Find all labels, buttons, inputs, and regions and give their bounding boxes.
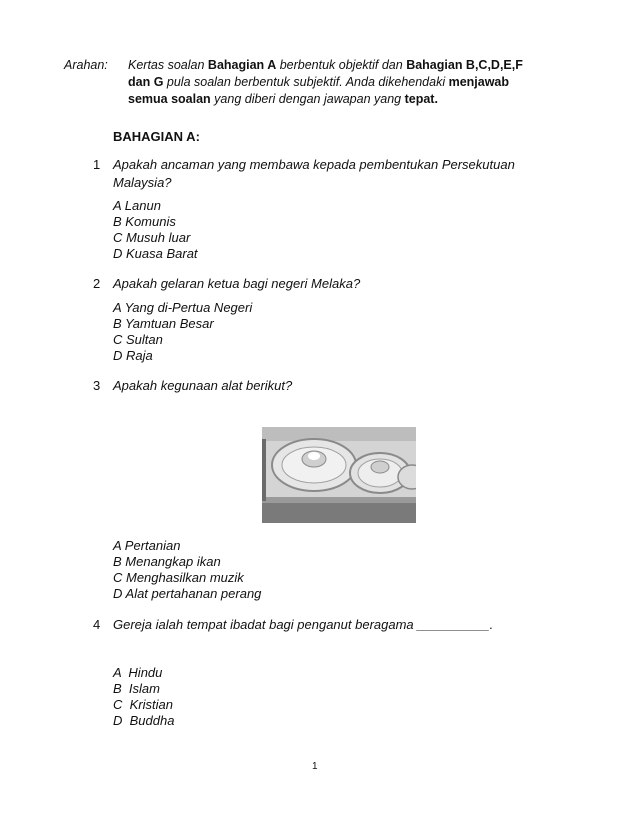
options-3 [113, 538, 261, 602]
instr-text: pula soalan berbentuk subjektif. Anda dikehendaki [163, 75, 449, 89]
option: D Alat pertahanan perang [113, 586, 262, 601]
instr-bold: semua soalan [128, 92, 211, 106]
question-4 [93, 616, 563, 634]
section-title: BAHAGIAN A: [113, 129, 200, 144]
option: D Kuasa Barat [113, 246, 198, 261]
instructions [64, 57, 584, 108]
options-4 [113, 665, 174, 729]
page-number: 1 [312, 761, 318, 772]
instr-bold: Bahagian A [207, 58, 277, 72]
option: A Lanun [113, 198, 161, 213]
option: D Raja [113, 348, 153, 363]
question-number: 2 [93, 276, 101, 291]
gong-photo [262, 427, 416, 523]
options-2 [113, 300, 252, 364]
instr-bold: dan G [128, 75, 164, 89]
instructions-text [128, 57, 584, 108]
question-text: Apakah ancaman yang membawa kepada pembentukan Persekutuan Malaysia? [113, 157, 515, 190]
instr-bold: Bahagian B,C,D,E,F [406, 58, 523, 72]
question-number: 1 [93, 157, 101, 172]
instructions-line-3 [128, 91, 584, 108]
instructions-line-2 [128, 74, 584, 91]
question-2 [93, 275, 563, 293]
option: B Islam [113, 681, 160, 696]
instr-text: berbentuk objektif dan [276, 58, 407, 72]
option: D Buddha [113, 713, 175, 728]
question-number: 3 [93, 378, 101, 393]
option: B Menangkap ikan [113, 554, 221, 569]
option: C Kristian [113, 697, 173, 712]
option: A Yang di-Pertua Negeri [113, 300, 253, 315]
option: C Musuh luar [113, 230, 191, 245]
instructions-label: Arahan: [64, 58, 108, 72]
question-number: 4 [93, 617, 101, 632]
option: A Pertanian [113, 538, 181, 553]
option: C Sultan [113, 332, 163, 347]
instr-bold: menjawab [448, 75, 510, 89]
question-3 [93, 377, 563, 395]
option: A Hindu [113, 665, 163, 680]
option: B Komunis [113, 214, 176, 229]
instructions-line-1 [128, 57, 584, 74]
question-text: Apakah kegunaan alat berikut? [113, 378, 293, 393]
instr-bold: tepat. [404, 92, 438, 106]
option: C Menghasilkan muzik [113, 570, 244, 585]
option: B Yamtuan Besar [113, 316, 214, 331]
gong-illustration [262, 427, 416, 523]
options-1 [113, 198, 198, 262]
question-text: Apakah gelaran ketua bagi negeri Melaka? [113, 276, 361, 291]
question-1 [93, 156, 563, 192]
question-text: Gereja ialah tempat ibadat bagi penganut beragama __________. [113, 617, 494, 632]
instr-text: Kertas soalan [128, 58, 208, 72]
instr-text: yang diberi dengan jawapan yang [210, 92, 405, 106]
